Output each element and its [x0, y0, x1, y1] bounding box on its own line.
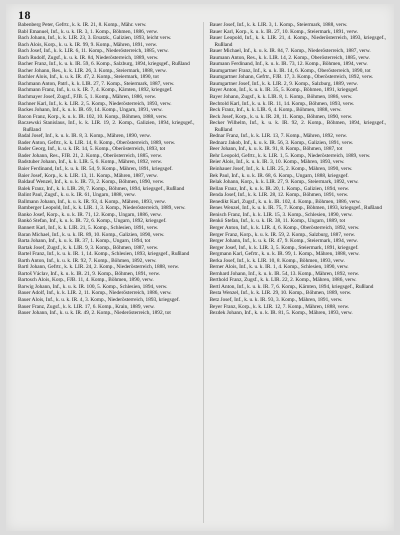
casualty-entry: Beer Johann, Inf., k. u. k. IR. 91, 8. Komp., Böhmen, 1887, tot	[209, 146, 343, 153]
casualty-entry: Bartosch Alois, Korp., FJB. 11, 4. Komp., Böhmen, 1890, verw.	[18, 277, 154, 284]
casualty-entry: Bachler Alois, Inf., k. u. k. IR. 47, 2. Komp., Steiermark, 1890, tot	[18, 74, 159, 81]
casualty-entry: Bartoš Václav, Inf., k. u. k. IR. 21, 9. Komp., Böhmen, 1891, verw.	[18, 270, 161, 277]
casualty-entry: Berner Alois, Inf., k. u. k. IR. 1, 4. Komp., Schlesien, 1890, verw.	[209, 264, 349, 271]
casualty-entry: Belak Johann, Korp., k. k. LIR. 27, 9. Komp., Steiermark, 1892, verw.	[209, 179, 359, 186]
casualty-entry: Babenberg Peter, Gefrtr., k. k. IR. 21, 8. Komp., Mähr. verw.	[18, 22, 147, 28]
casualty-entry: Beyer Franz, Korp., k. k. LIR. 12, 7. Komp., Mähren, 1888, verw.	[209, 303, 350, 310]
casualty-entry: Bachmann Anton, Patrl., k. k. LIR. 27, 7. Komp., Steiermark, 1887, verw.	[18, 80, 175, 87]
casualty-entry: Bellan Franz, Inf., k. u. k. IR. 20, 1. Komp., Galizien, 1894, verw.	[209, 185, 350, 192]
casualty-entry: Bayer Anton, Inf., k. u. k. IR. 35, 5. Komp., Böhmen, 1891, kriegsgef.	[209, 87, 359, 94]
casualty-entry: Bacon Franz, Korp., k. u. k. IR. 102, 10. Komp., Böhmen, 1888, verw.	[18, 113, 168, 120]
casualty-entry: Benisch Franz, Inf., k. k. LIR. 15, 3. Komp., Schlesien, 1890, verw.	[209, 211, 353, 218]
casualty-entry: Berger Franz, Korp., k. u. k. IR. 59, 2. Komp., Salzburg, 1887, verw.	[209, 231, 356, 238]
casualty-entry: Barth Anton, Inf., k. u. k. IR. 92, 7. Komp., Böhmen, 1892, verw.	[18, 257, 157, 264]
casualty-entry: Balint Paul, Zugsf., k. u. k. IR. 61, Ungarn, 1888, verw.	[18, 192, 136, 199]
casualty-entry: Bader Georg, Inf., k. u. k. IR. 14, 5. Komp., Oberösterreich, 1893, tot	[18, 146, 166, 153]
casualty-entry: Bartak Josef, Zugsf., k. k. LIR. 9, 3. Komp., Böhmen, 1887, verw.	[18, 244, 159, 251]
casualty-entry: Beck Josef, Korp., k. u. k. IR. 28, 11. Komp., Böhmen, 1890, verw.	[209, 113, 353, 120]
casualty-entry: Beck Franz, Inf., k. k. LIR. 6, 4. Komp., Böhmen, 1888, verw.	[209, 107, 342, 114]
casualty-entry: Betz Josef, Inf., k. u. k. IR. 93, 3. Komp., Mähren, 1891, verw.	[209, 296, 343, 303]
casualty-entry: Badstuber Johann, Inf., k. k. LIR. 5, 6. Komp., Mähren, 1892, verw.	[18, 159, 163, 166]
casualty-entry: Bauer Leopold, Inf., k. k. LIR. 21, 4. Komp., Niederösterreich, 1893, kriegsgef., Rußland	[209, 35, 386, 48]
page-number: 18	[18, 8, 31, 22]
casualty-entry: Bauer Alois, Inf., k. u. k. IR. 4, 3. Komp., Niederösterreich, 1893, kriegsgef.	[18, 296, 180, 303]
casualty-entry: Bachmayer Josef, Zugsf., FJB. 5, 1. Komp., Mähren, 1886, verw.	[18, 94, 157, 101]
casualty-entry: Berka Josef, Inf., k. k. LIR. 10, 8. Komp., Böhmen, 1893, verw.	[209, 257, 345, 264]
casualty-entry: Bannert Karl, Inf., k. k. LIR. 21, 5. Komp., Schlesien, 1891, verw.	[18, 224, 159, 231]
casualty-entry: Balek Franz, Inf., k. k. LIR. 28, 7. Komp., Böhmen, 1894, kriegsgef., Rußland	[18, 185, 185, 192]
document-page	[6, 4, 394, 531]
casualty-entry: Bachmann Franz, Inf., k. u. k. IR. 7, 4. Komp., Kärnten, 1892, kriegsgef.	[18, 87, 173, 94]
casualty-entry: Baumgartner Franz, Inf., k. u. k. IR. 14, 6. Komp., Oberösterreich, 1890, tot	[209, 67, 371, 74]
casualty-entry: Bacher Franz, Inf., k. u. k. IR. 59, 6. Komp., Salzburg, 1894, kriegsgef., Rußland	[18, 61, 190, 68]
casualty-entry: Bechtold Karl, Inf., k. u. k. IR. 11, 14. Komp., Böhmen, 1893, verw.	[209, 100, 355, 107]
casualty-entry: Behr Leopold, Gefrtr., k. k. LIR. 1, 5. Komp., Niederösterreich, 1889, verw.	[209, 152, 371, 159]
casualty-entry: Babl Emanuel, Inf., k. u. k. IR. 3, 1. Komp., Böhmen, 1886, verw.	[18, 28, 159, 35]
casualty-entry: Bach Johann, Inf., k. k. LIR. 23, 3. Ersatzk., Galizien, 1893, leicht verw.	[18, 35, 172, 42]
casualty-entry: Baran Michael, Inf., k. u. k. IR. 89, 10. Komp., Galizien, 1890, verw.	[18, 231, 165, 238]
casualty-entry: Becker Wilhelm, Inf., k. u. k. IR. 92, 2. Komp., Böhmen, 1894, kriegsgef., Rußland	[209, 120, 386, 133]
casualty-entry: Banko Josef, Korp., k. u. k. IR. 71, 12. Komp., Ungarn, 1886, verw.	[18, 211, 162, 218]
casualty-entry: Bernhard Johann, Inf., k. u. k. IR. 54, 13. Komp., Mähren, 1892, verw.	[209, 270, 360, 277]
casualty-entry: Besta Wenzel, Inf., k. k. LIR. 29, 10. Komp., Böhmen, 1889, verw.	[209, 290, 352, 297]
casualty-entry: Baumgartner Johann, Gefrtr., FJB. 17, 3. Komp., Oberösterreich, 1892, verw.	[209, 74, 374, 81]
casualty-entry: Berger Josef, Inf., k. k. LIR. 3, 5. Komp., Steiermark, 1891, kriegsgef.	[209, 244, 359, 251]
casualty-entry: Bartel Franz, Inf., k. u. k. IR. 1, 14. Komp., Schlesien, 1893, kriegsgef., Rußland	[18, 251, 190, 258]
casualty-entry: Bertl Anton, Inf., k. u. k. IR. 7, 6. Komp., Kärnten, 1894, kriegsgef., Rußland	[209, 283, 374, 290]
casualty-entry: Barta Johann, Inf., k. u. k. IR. 37, 1. Komp., Ungarn, 1894, tot	[18, 238, 151, 245]
casualty-entry: Bader Anton, Gefrtr., k. k. LIR. 14, 8. Komp., Oberösterreich, 1889, verw.	[18, 139, 176, 146]
casualty-entry: Bartl Johann, Gefrtr., k. k. LIR. 24, 2. Komp., Niederösterreich, 1888, verw.	[18, 264, 180, 271]
casualty-entry: Badal Josef, Inf., k. u. k. IR. 8, 3. Komp., Mähren, 1890, verw.	[18, 133, 151, 140]
casualty-entry: Baier Ferdinand, Inf., k. u. k. IR. 54, 9. Komp., Mähren, 1891, kriegsgef.	[18, 166, 173, 173]
text-columns	[18, 22, 386, 523]
casualty-entry: Bacher Johann, Res., k. k. LIR. 26, 3. Komp., Steiermark, 1888, verw.	[18, 67, 167, 74]
casualty-entry: Bauer Adolf, Inf., k. k. LIR. 2, 11. Komp., Niederösterreich, 1886, verw.	[18, 290, 172, 297]
casualty-entry: Baumgartner Josef, Inf., k. k. LIR. 2, 9. Komp., Salzburg, 1889, verw.	[209, 80, 358, 87]
casualty-entry: Benda Josef, Inf., k. k. LIR. 28, 12. Komp., Böhmen, 1891, verw.	[209, 192, 349, 199]
casualty-entry: Bauer Franz, Zugsf., k. k. LIR. 17, 6. Komp., Krain, 1889, verw.	[18, 303, 155, 310]
casualty-entry: Baumann Ferdinand, Inf., k. u. k. IR. 73, 12. Komp., Böhmen, 1894, verw.	[209, 61, 368, 68]
right-column	[203, 22, 387, 523]
casualty-entry: Baumann Anton, Res., k. k. LIR. 14, 2. Komp., Oberösterreich, 1885, verw.	[209, 54, 370, 61]
casualty-entry: Bach Alois, Korp., k. u. k. IR. 99, 9. Komp., Mähren, 1891, verw.	[18, 41, 158, 48]
casualty-entry: Bayer Johann, Zugsf., k. k. LIR. 8, 1. Komp., Böhmen, 1886, verw.	[209, 94, 353, 101]
casualty-entry: Bamberger Leopold, Inf., k. k. LIR. 1, 3. Komp., Niederösterreich, 1889, verw.	[18, 205, 186, 212]
casualty-entry: Beinhauer Josef, Inf., k. k. LIR. 25, 2. Komp., Mähren, 1890, verw.	[209, 166, 353, 173]
casualty-entry: Baier Josef, Korp., k. k. LIR. 13, 11. Komp., Mähren, 1887, verw.	[18, 172, 158, 179]
left-column	[18, 22, 195, 523]
casualty-entry: Benes Wenzel, Inf., k. u. k. IR. 75, 7. Komp., Böhmen, 1893, kriegsgef., Rußland	[209, 205, 382, 212]
casualty-entry: Beier Alois, Inf., k. u. k. IR. 3, 10. Komp., Mähren, 1893, verw.	[209, 159, 345, 166]
casualty-entry: Berthold Franz, Zugsf., k. k. LIR. 22, 2. Komp., Mähren, 1886, verw.	[209, 277, 357, 284]
casualty-entry: Berger Anton, Inf., k. k. LIR. 4, 6. Komp., Oberösterreich, 1892, verw.	[209, 224, 360, 231]
casualty-entry: Bauer Michael, Inf., k. u. k. IR. 84, 7. Komp., Niederösterreich, 1887, verw.	[209, 48, 371, 55]
casualty-entry: Baczewski Stanislaus, Inf., k. k. LIR. 19, 2. Komp., Galizien, 1894, kriegsgef., Rußland	[18, 120, 195, 133]
casualty-entry: Bednarz Jakob, Inf., k. u. k. IR. 56, 3. Komp., Galizien, 1891, verw.	[209, 139, 354, 146]
casualty-entry: Benedikt Karl, Zugsf., k. u. k. IR. 102, 4. Komp., Böhmen, 1886, verw.	[209, 198, 361, 205]
casualty-entry: Benkö Stefan, Inf., k. u. k. IR. 38, 11. Komp., Ungarn, 1889, tot	[209, 218, 346, 225]
casualty-entry: Bauer Josef, Inf., k. k. LIR. 3, 1. Komp., Steiermark, 1888, verw.	[209, 22, 348, 28]
casualty-entry: Bek Paul, Inf., k. u. k. IR. 68, 6. Komp., Ungarn, 1888, kriegsgef.	[209, 172, 349, 179]
casualty-entry: Ballmann Johann, Inf., k. u. k. IR. 93, 4. Komp., Mähren, 1893, verw.	[18, 198, 166, 205]
casualty-entry: Bezdek Johann, Inf., k. u. k. IR. 81, 5. Komp., Mähren, 1893, verw.	[209, 310, 353, 317]
casualty-entry: Bauer Johann, Inf., k. u. k. IR. 49, 2. Komp., Niederösterreich, 1892, tot	[18, 310, 171, 317]
casualty-entry: Backes Johann, Inf., k. u. k. IR. 69, 14. Komp., Ungarn, 1891, verw.	[18, 107, 163, 114]
casualty-entry: Baldauf Wenzel, Inf., k. u. k. IR. 73, 2. Komp., Böhmen, 1890, verw.	[18, 179, 165, 186]
casualty-entry: Bednar Franz, Inf., k. k. LIR. 13, 7. Komp., Mähren, 1892, verw.	[209, 133, 348, 140]
casualty-entry: Bader Johann, Res., FJB. 21, 2. Komp., Oberösterreich, 1885, verw.	[18, 152, 163, 159]
casualty-entry: Bach Rudolf, Zugsf., k. u. k. IR. 84, Niederösterreich, 1889, verw.	[18, 54, 159, 61]
casualty-entry: Bauer Karl, Korp., k. u. k. IR. 27, 10. Komp., Steiermark, 1891, verw.	[209, 28, 359, 35]
casualty-entry: Bach Josef, Inf., k. k. LIR. 6, 11. Komp., Niederösterreich, 1885, verw.	[18, 48, 169, 55]
casualty-entry: Bankó Stefan, Inf., k. u. k. IR. 72, 6. Komp., Ungarn, 1892, kriegsgef.	[18, 218, 167, 225]
casualty-entry: Bachner Karl, Inf., k. k. LIR. 2, 5. Komp., Niederösterreich, 1893, verw.	[18, 100, 172, 107]
casualty-entry: Barwig Johann, Inf., k. u. k. IR. 100, 5. Komp., Schlesien, 1894, verw.	[18, 283, 168, 290]
casualty-entry: Berger Johann, Inf., k. u. k. IR. 47, 9. Komp., Steiermark, 1894, verw.	[209, 238, 358, 245]
casualty-entry: Bergmann Karl, Gefrtr., k. u. k. IR. 99, 1. Komp., Mähren, 1888, verw.	[209, 251, 360, 258]
